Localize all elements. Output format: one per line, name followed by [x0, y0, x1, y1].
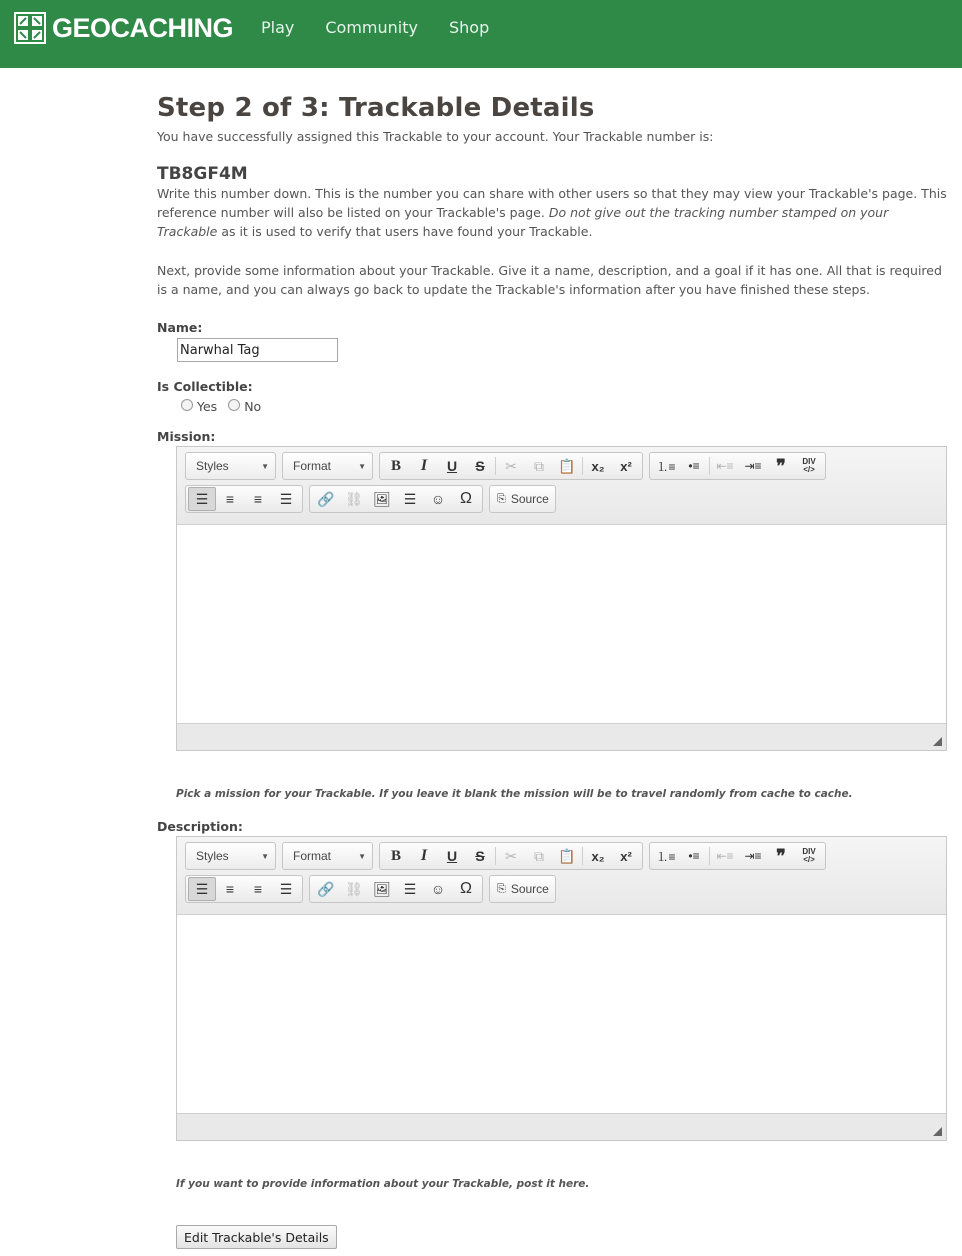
align-left-icon[interactable]: ☰	[188, 877, 216, 901]
italic-icon[interactable]: I	[420, 457, 428, 474]
align-center-icon[interactable]: ≡	[225, 491, 235, 507]
image-icon[interactable]: 🖼	[373, 880, 391, 897]
editor-toolbar	[177, 837, 946, 914]
mission-label: Mission:	[157, 429, 216, 444]
intro-text: You have successfully assigned this Trackable to your account. Your Trackable number is:	[157, 129, 714, 144]
bulleted-list-icon[interactable]: •≡	[688, 459, 700, 473]
source-label: Source	[510, 492, 549, 506]
write-down-text-start: Write this number down. This is the number you can share with other users so that they may view your Trackable's page. This reference number will also be listed on your Trackable's page.	[157, 186, 947, 220]
indent-icon[interactable]: ⇥≡	[744, 459, 762, 473]
logo-text: GEOCACHING	[52, 13, 234, 43]
collectible-yes-option[interactable]	[181, 399, 217, 414]
chevron-down-icon: ▼	[261, 851, 269, 861]
main-content	[157, 90, 947, 1249]
toolbar-separator	[582, 457, 583, 475]
description-label: Description:	[157, 819, 243, 834]
format-label: Format	[293, 459, 332, 473]
description-hint: If you want to provide information about your Trackable, post it here.	[176, 1178, 590, 1190]
strikethrough-icon[interactable]: S	[475, 848, 485, 864]
editor-statusbar	[177, 1114, 946, 1140]
div-container-icon[interactable]: DIV </>	[802, 847, 816, 864]
align-group	[185, 485, 303, 513]
name-label: Name:	[157, 320, 203, 335]
image-icon[interactable]: 🖼	[373, 490, 391, 507]
text-format-group	[379, 842, 643, 870]
source-button[interactable]	[489, 875, 556, 903]
top-nav-bar	[0, 0, 962, 68]
write-down-text-end: as it is used to verify that users have found your Trackable.	[217, 224, 593, 239]
nav-play[interactable]: Play	[261, 18, 295, 37]
instructions-text: Next, provide some information about your Trackable. Give it a name, description, and a goal if it has one. All that is required is a name, and you can always go back to update the Trackable's information after you have finished these steps.	[157, 263, 942, 297]
indent-icon[interactable]: ⇥≡	[744, 849, 762, 863]
cut-icon[interactable]: ✂	[505, 847, 517, 864]
collectible-no-option[interactable]	[228, 399, 261, 414]
write-down-text-italic: Do not give out the tracking number stamped on your Trackable	[157, 205, 889, 239]
horizontal-rule-icon[interactable]: ☰	[403, 490, 417, 507]
write-down-text	[157, 184, 947, 241]
toolbar-separator	[495, 847, 496, 865]
styles-dropdown[interactable]	[185, 842, 276, 870]
text-format-group	[379, 452, 643, 480]
numbered-list-icon[interactable]: ⒈≡	[656, 459, 676, 474]
special-char-icon[interactable]: Ω	[460, 880, 472, 897]
format-dropdown[interactable]	[282, 842, 373, 870]
resize-handle-icon[interactable]	[933, 737, 942, 746]
editor-statusbar	[177, 724, 946, 750]
unlink-icon[interactable]: ⛓	[345, 490, 363, 507]
yes-label: Yes	[197, 398, 218, 414]
toolbar-separator	[582, 847, 583, 865]
geocaching-logo-icon	[14, 12, 46, 44]
numbered-list-icon[interactable]: ⒈≡	[656, 849, 676, 864]
copy-icon[interactable]: ⧉	[534, 847, 544, 864]
format-label: Format	[293, 849, 332, 863]
align-center-icon[interactable]: ≡	[225, 881, 235, 897]
mission-edit-area[interactable]	[177, 524, 946, 724]
blockquote-icon[interactable]: ❞	[776, 455, 786, 476]
styles-label: Styles	[196, 459, 229, 473]
cut-icon[interactable]: ✂	[505, 457, 517, 474]
superscript-icon[interactable]: x²	[620, 458, 632, 474]
align-right-icon[interactable]: ≡	[253, 881, 263, 897]
no-label: No	[244, 398, 262, 414]
page-title: Step 2 of 3: Trackable Details	[157, 93, 595, 123]
mission-hint: Pick a mission for your Trackable. If you leave it blank the mission will be to travel randomly from cache to cache.	[176, 788, 853, 800]
outdent-icon[interactable]: ⇤≡	[716, 459, 734, 473]
smiley-icon[interactable]: ☺	[430, 881, 446, 897]
tracking-number: TB8GF4M	[157, 164, 248, 184]
align-group	[185, 875, 303, 903]
editor-toolbar	[177, 447, 946, 524]
geocaching-logo[interactable]	[14, 12, 233, 44]
outdent-icon[interactable]: ⇤≡	[716, 849, 734, 863]
toolbar-separator	[709, 847, 710, 865]
collectible-label: Is Collectible:	[157, 379, 253, 394]
collectible-options	[181, 396, 947, 416]
underline-icon[interactable]: U	[446, 848, 458, 864]
paste-icon[interactable]: 📋	[558, 457, 576, 474]
list-group	[649, 452, 826, 480]
subscript-icon[interactable]: x₂	[591, 458, 605, 474]
description-edit-area[interactable]	[177, 914, 946, 1114]
special-char-icon[interactable]: Ω	[460, 490, 472, 507]
main-nav	[261, 18, 520, 38]
insert-group	[309, 875, 483, 903]
source-label: Source	[510, 882, 549, 896]
div-container-icon[interactable]: DIV </>	[802, 457, 816, 474]
align-right-icon[interactable]: ≡	[253, 491, 263, 507]
horizontal-rule-icon[interactable]: ☰	[403, 880, 417, 897]
styles-label: Styles	[196, 849, 229, 863]
resize-handle-icon[interactable]	[933, 1127, 942, 1136]
chevron-down-icon: ▼	[358, 851, 366, 861]
subscript-icon[interactable]: x₂	[591, 848, 605, 864]
link-icon[interactable]: 🔗	[317, 880, 335, 897]
format-dropdown[interactable]	[282, 452, 373, 480]
align-justify-icon[interactable]: ☰	[279, 490, 293, 507]
name-input[interactable]	[177, 338, 338, 362]
insert-group	[309, 485, 483, 513]
nav-community[interactable]: Community	[325, 18, 418, 37]
source-icon: ⎘	[497, 882, 506, 895]
mission-editor	[176, 446, 947, 751]
toolbar-separator	[495, 457, 496, 475]
align-justify-icon[interactable]: ☰	[279, 880, 293, 897]
description-editor	[176, 836, 947, 1141]
collectible-yes-radio[interactable]	[181, 399, 193, 411]
link-icon[interactable]: 🔗	[317, 490, 335, 507]
styles-dropdown[interactable]	[185, 452, 276, 480]
bulleted-list-icon[interactable]: •≡	[688, 849, 700, 863]
toolbar-separator	[709, 457, 710, 475]
smiley-icon[interactable]: ☺	[430, 491, 446, 507]
align-left-icon[interactable]: ☰	[188, 487, 216, 511]
underline-icon[interactable]: U	[446, 458, 458, 474]
superscript-icon[interactable]: x²	[620, 848, 632, 864]
list-group	[649, 842, 826, 870]
edit-details-button[interactable]: Edit Trackable's Details	[176, 1225, 337, 1249]
nav-shop[interactable]: Shop	[448, 18, 490, 37]
italic-icon[interactable]: I	[420, 847, 428, 864]
copy-icon[interactable]: ⧉	[534, 457, 544, 474]
source-icon: ⎘	[497, 492, 506, 505]
paste-icon[interactable]: 📋	[558, 847, 576, 864]
bold-icon[interactable]: B	[390, 847, 401, 864]
chevron-down-icon: ▼	[261, 461, 269, 471]
blockquote-icon[interactable]: ❞	[776, 845, 786, 866]
collectible-no-radio[interactable]	[228, 399, 240, 411]
source-button[interactable]	[489, 485, 556, 513]
strikethrough-icon[interactable]: S	[475, 458, 485, 474]
chevron-down-icon: ▼	[358, 461, 366, 471]
bold-icon[interactable]: B	[390, 457, 401, 474]
unlink-icon[interactable]: ⛓	[345, 880, 363, 897]
